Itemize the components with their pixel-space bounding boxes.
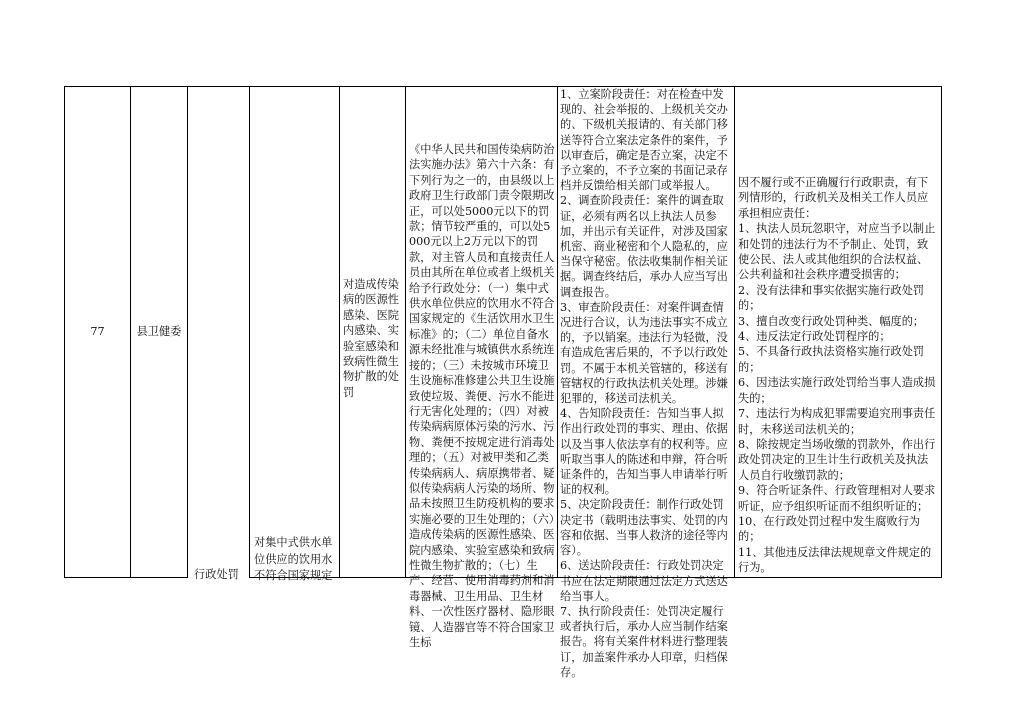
legal-basis: 《中华人民共和国传染病防治法实施办法》第六十六条：有下列行为之一的，由县级以上政府卫生行政部门责令限期改正，可以处5000元以下的罚款；情节较严重的，可以处5000元以上2万元以下的罚款，对主管人员和直接责任人员由其所在单位或者上级机关给予行政处分：（一）集中式供水单位供应的饮用水不符合国家规定的《生活饮用水卫生标准》的；（二）单位自备水源未经批准与城镇供水系统连接的；（三）未按城市环境卫生设施标准修建公共卫生设施致使垃圾、粪便、污水不能进行无害化处理的；（四）对被传染病病原体污染的污水、污物、粪便不按规定进行消毒处理的；（五）对被甲类和乙类传染病病人、病原携带者、疑似传染病病人污染的场所、物品未按照卫生防疫机构的要求实施必要的卫生处理的；（六）造成传染病的医源性感染、医院内感染、实验室感染和致病性微生物扩散的；（七）生产、经营、使用消毒药剂和消毒器械、卫生用品、卫生材料、一次性医疗器材、隐形眼镜、人造器官等不符合国家卫生标 (409, 143, 555, 649)
row-number: 77 (90, 325, 105, 339)
responsibilities-cell (558, 87, 734, 679)
col-border-5 (339, 86, 340, 578)
col-border-4 (249, 86, 250, 578)
subitem-title-cell (341, 87, 405, 577)
responsibilities: 1、立案阶段责任：对在检查中发现的、社会举报的、上级机关交办的、下级机关报请的、有关部门移送等符合立案法定条件的案件，予以审查后，确定是否立案，决定不予立案的，不予立案的书面记录存档并反馈给相关部门或举报人。 2、调查阶段责任：案件的调查取证，必须有两名以上执法人员参加，并出示有关证件，对涉及国家机密、商业秘密和个人隐私的，应当保守秘密。依法收集制作相关证据。调查终结后，承办人应当写出调查报告。 3、审查阶段责任：对案件调查情况进行合议，认为违法事实不成立的，予以销案。违法行为轻微，没有造成危害后果的，不予以行政处罚。不属于本机关管辖的，移送有管辖权的行政执法机关处理。涉嫌犯罪的，移送司法机关。 4、告知阶段责任：告知当事人拟作出行政处罚的事实、理由、依据以及当事人依法享有的权利等。应听取当事人的陈述和申辩，符合听证条件的，告知当事人申请举行听证的权利。 5、决定阶段责任：制作行政处罚决定书（载明违法事实、处罚的内容和依据、当事人救济的途径等内容）。 6、送达阶段责任：行政处罚决定书应在法定期限通过法定方式送达给当事人。 7、执行阶段责任：处罚决定履行或者执行后，承办人应当制作结案报告。将有关案件材料进行整理装订，加盖案件承办人印章，归档保存。 (560, 88, 728, 679)
department-name: 县卫健委 (136, 325, 182, 339)
row-number-cell (65, 87, 130, 577)
category-fragment: 行政处罚 (194, 568, 239, 581)
item-title-cell (251, 87, 338, 582)
department-cell (131, 87, 187, 577)
category-cell (188, 87, 249, 597)
item-title: 对集中式供水单位供应的饮用水不符合国家规定 (254, 536, 333, 582)
table-bottom-border (64, 577, 188, 578)
col-border-9 (941, 86, 942, 578)
accountability-cell (735, 87, 941, 577)
legal-basis-cell (406, 87, 557, 649)
accountability: 因不履行或不正确履行行政职责，有下列情形的，行政机关及相关工作人员应承担相应责任： 1、执法人员玩忽职守，对应当予以制止和处罚的违法行为不予制止、处罚，致使公民、法人或其他组织的合法权益、公共利益和社会秩序遭受损害的； 2、没有法律和事实依据实施行政处罚的； 3、擅自改变行政处罚种类、幅度的； 4、违反法定行政处罚程序的； 5、不具备行政执法资格实施行政处罚的； 6、因违法实施行政处罚给当事人造成损失的； 7、违法行为构成犯罪需要追究刑事责任时，未移送司法机关的； 8、除按规定当场收缴的罚款外，作出行政处罚决定的卫生计生行政机关及执法人员自行收缴罚款的； 9、符合听证条件、行政管理相对人要求听证，应予组织听证而不组织听证的； 10、在行政处罚过程中发生腐败行为的； 11、其他违反法律法规规章文件规定的行为。 (738, 176, 936, 575)
subitem-title: 对造成传染病的医源性感染、医院内感染、实验室感染和致病性微生物扩散的处罚 (343, 278, 399, 399)
